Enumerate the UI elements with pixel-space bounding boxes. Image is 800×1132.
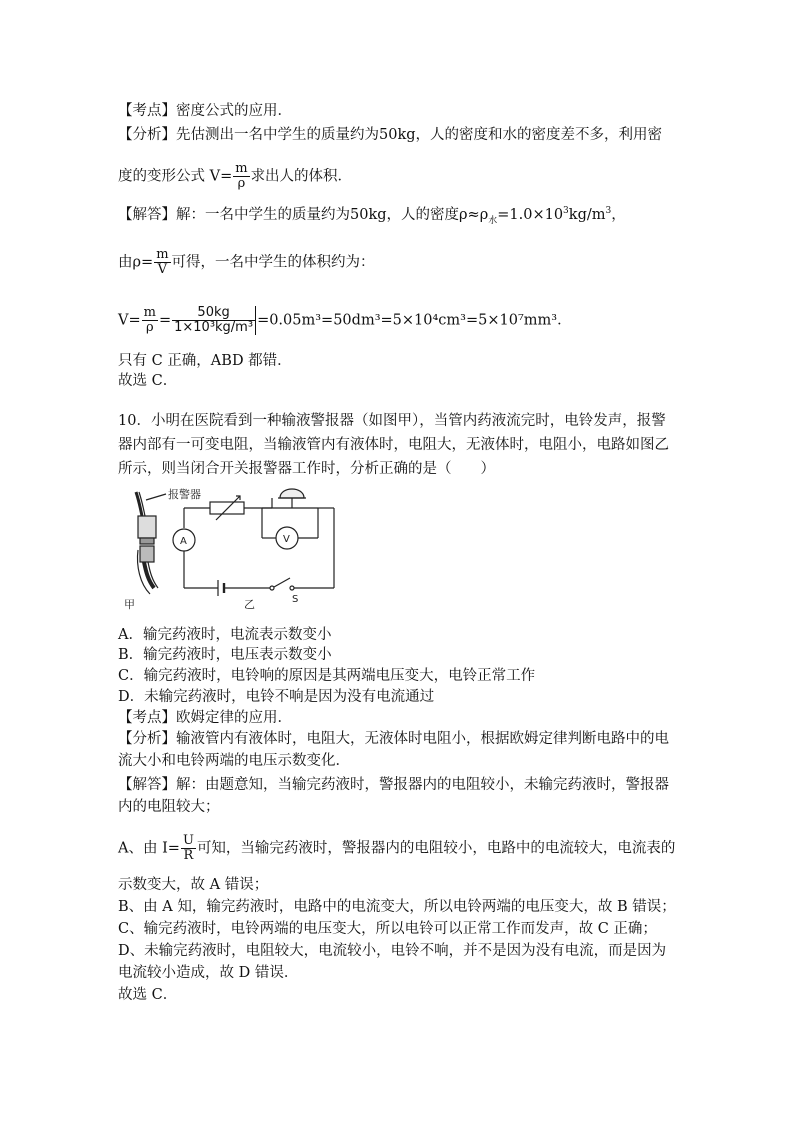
yi-label: 乙 xyxy=(244,598,255,611)
jia-label: 甲 xyxy=(124,598,135,611)
fraction-denominator: 1×10³kg/m³ xyxy=(174,320,254,335)
calc-fraction-2 xyxy=(172,306,256,335)
q9-fenxi-line-1: 【分析】先估测出一名中学生的质量约为50kg，人的密度和水的密度差不多，利用密 xyxy=(118,127,663,143)
q9-jieda-line-2 xyxy=(118,248,375,277)
q10-option-c: C．输完药液时，电铃响的原因是其两端电压变大，电铃正常工作 xyxy=(118,668,536,684)
q9-jieda-line-1 xyxy=(118,206,626,224)
explain-a-text: 可知，当输完药液时，警报器内的电阻较小，电路中的电流较大，电流表的 xyxy=(196,840,676,857)
calc-fraction-1 xyxy=(142,306,158,335)
fraction-denominator: V xyxy=(157,262,168,277)
q9-jieda-2-end: 可得，一名中学生的体积约为： xyxy=(171,254,375,271)
q10-option-a: A．输完药液时，电流表示数变小 xyxy=(118,627,332,643)
ammeter-label: A xyxy=(180,536,187,547)
q9-conclusion: 只有 C 正确，ABD 都错． xyxy=(118,353,292,369)
fraction-numerator: m xyxy=(143,305,156,320)
fraction-denominator: ρ xyxy=(237,176,246,191)
density-exponent: 3 xyxy=(563,206,569,217)
equals-sign: = xyxy=(158,312,172,329)
q10-stem-line-2: 器内部有一可变电阻，当输液管内有液体时，电阻大，无液体时，电阻小，电路如图乙 xyxy=(118,437,669,453)
q9-fenxi-text-end: 求出人的体积． xyxy=(250,168,353,185)
calc-prefix: V= xyxy=(118,312,141,329)
q10-kaodian: 【考点】欧姆定律的应用． xyxy=(118,710,292,726)
fraction-numerator: m xyxy=(235,161,248,176)
q9-jieda-text: 【解答】解：一名中学生的质量约为50kg，人的密度ρ≈ρ xyxy=(118,207,489,223)
circuit-diagram xyxy=(122,484,342,614)
density-unit: kg/m xyxy=(568,207,606,223)
q10-stem-line-3: 所示，则当闭合开关报警器工作时，分析正确的是（ ） xyxy=(118,461,495,477)
density-fraction xyxy=(233,162,249,191)
density-value: =1.0×10 xyxy=(497,207,564,223)
alarm-label: 报警器 xyxy=(168,488,201,501)
q10-explain-a-2: 示数变大，故 A 错误； xyxy=(118,877,269,893)
bell-icon xyxy=(278,489,306,508)
q9-answer: 故选 C． xyxy=(118,373,178,389)
unit-exponent: 3 xyxy=(605,206,612,217)
q10-jieda-line-2: 内的电阻较大； xyxy=(118,799,220,815)
fraction-numerator: m xyxy=(156,247,169,262)
fraction-numerator: 50kg xyxy=(172,306,255,321)
switch-label: S xyxy=(292,594,299,605)
q10-option-d: D．未输完药液时，电铃不响是因为没有电流通过 xyxy=(118,689,435,705)
q10-figure xyxy=(122,484,342,614)
q9-calculation xyxy=(118,306,572,335)
q10-explain-d-2: 电流较小造成，故 D 错误． xyxy=(118,965,299,981)
voltmeter-label: V xyxy=(283,534,290,545)
q9-kaodian: 【考点】密度公式的应用． xyxy=(118,103,292,119)
fraction-numerator: U xyxy=(182,833,194,848)
infusion-alarm-sketch xyxy=(136,492,166,594)
calc-result: =0.05m³=50dm³=5×10⁴cm³=5×10⁷mm³． xyxy=(257,312,572,329)
q10-answer: 故选 C． xyxy=(118,987,178,1003)
water-subscript: 水 xyxy=(488,215,498,226)
q10-fenxi-line-2: 流大小和电铃两端的电压示数变化． xyxy=(118,753,350,769)
q9-fenxi-text: 度的变形公式 V= xyxy=(118,168,233,185)
fraction-denominator: ρ xyxy=(145,320,154,335)
q9-fenxi-line-2 xyxy=(118,162,352,191)
circuit xyxy=(173,496,334,596)
density-formula-fraction xyxy=(154,248,170,277)
explain-a-prefix: A、由 I= xyxy=(118,840,180,857)
q10-explain-d-1: D、未输完药液时，电阻较大，电流较小，电铃不响，并不是因为没有电流，而是因为 xyxy=(118,943,667,959)
q10-jieda-line-1: 【解答】解：由题意知，当输完药液时，警报器内的电阻较小，未输完药液时，警报器 xyxy=(118,777,669,793)
fraction-denominator: R xyxy=(183,848,194,863)
ohm-law-fraction xyxy=(181,834,196,863)
q10-explain-b: B、由 A 知，输完药液时，电路中的电流变大，所以电铃两端的电压变大，故 B 错误； xyxy=(118,899,676,915)
q10-stem-line-1: 10．小明在医院看到一种输液警报器（如图甲），当管内药液流完时，电铃发声，报警 xyxy=(118,413,666,429)
q10-explain-a xyxy=(118,834,675,863)
q9-jieda-2-text: 由ρ= xyxy=(118,254,154,271)
punctuation: ， xyxy=(611,207,626,223)
q10-option-b: B．输完药液时，电压表示数变小 xyxy=(118,647,332,663)
q10-explain-c: C、输完药液时，电铃两端的电压变大，所以电铃可以正常工作而发声，故 C 正确； xyxy=(118,921,657,937)
q10-fenxi-line-1: 【分析】输液管内有液体时，电阻大，无液体时电阻小，根据欧姆定律判断电路中的电 xyxy=(118,731,669,747)
